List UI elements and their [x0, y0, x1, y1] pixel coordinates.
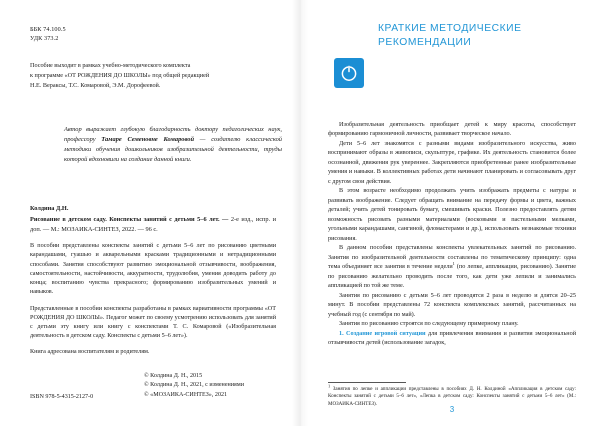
- body-paragraph-1: Изобразительная деятельность приобщает детей к миру красоты, способствует формированию гармоничной личности, развивает творческое начало.: [328, 121, 576, 138]
- imprint-note: [30, 61, 276, 91]
- footnote-marker: 1: [452, 261, 455, 267]
- annotation-paragraph-1: В пособии представлены конспекты занятий с детьми 5–6 лет по рисованию цветными карандашами, гуашью и акварельными красками традиционными и нетрадиционными способами. Занятия способствуют развитию эмоциональной отзывчивости, воображения, самостоятельности, настойчивости, аккуратности, трудолюбия, умения доводить работу до конца; воспитанию чувства прекрасного; формированию изобразительных умений и навыков.: [30, 243, 276, 296]
- right-page: [300, 0, 600, 426]
- acknowledgement-person: Тамаре Семеновне Комаровой: [101, 136, 194, 144]
- footnote-number: 1: [328, 382, 331, 388]
- copyright-line-3: © «МОЗАИКА-СИНТЕЗ», 2021: [144, 391, 228, 398]
- body-list-item-1: [328, 329, 576, 348]
- book-title: Рисование в детском саду. Конспекты занятий с детьми 5–6 лет. —: [30, 215, 231, 223]
- edition-details: 2-е изд., испр. и доп. — М.: МОЗАИКА-СИНТЕЗ, 2022. — 96 с.: [30, 215, 276, 233]
- acknowledgement-text-pre: Автор выражает глубокую благодарность доктору педагогических наук, профессору: [64, 126, 282, 144]
- imprint-line-1: Пособие выходит в рамках учебно-методического комплекта: [30, 61, 191, 69]
- body-paragraph-3: В этом возрасте необходимо продолжать учить изображать предметы с натуры и развивать воображение. Следует обращать внимание на передачу формы и цвета, важных деталей; учить детей тонировать бумагу, смешивать краски. Полезно предоставлять детям возможность рисовать разными материалами (восковыми и пастельными мелками, угольными карандашами, сангиной, фломастерами и др.), использовать незнакомые техники рисования.: [328, 187, 576, 242]
- colophon: [30, 372, 276, 400]
- list-item-1-heading: 1. Создание игровой ситуации: [339, 329, 426, 337]
- chapter-title: КРАТКИЕ МЕТОДИЧЕСКИЕ РЕКОМЕНДАЦИИ: [378, 23, 522, 49]
- isbn-number: ISBN 978-5-4315-2127-0: [30, 394, 94, 400]
- imprint-line-2: к программе «ОТ РОЖДЕНИЯ ДО ШКОЛЫ» под общей редакцией: [30, 72, 210, 80]
- library-codes: [30, 26, 276, 44]
- imprint-line-3: Н.Е. Вераксы, Т.С. Комаровой, Э.М. Дорофеевой.: [30, 82, 161, 90]
- acknowledgement-block: [64, 125, 282, 165]
- body-paragraph-4-part-b: (по лепке, аппликации, рисованию). Занятие по рисованию желательно проводить после того, как дети уже лепили и занимались аппликацией по той же теме.: [328, 263, 577, 290]
- annotation-paragraph-2: Представленные в пособии конспекты разработаны в рамках вариативности программы «ОТ РОЖДЕНИЯ ДО ШКОЛЫ». Педагог может по своему усмотрению использовать для занятий с детьми эту книгу или книгу с конспектами Т. С. Комаровой («Изобразительная деятельность в детском саду. Конспекты с детьми 5–6 лет»).: [30, 305, 276, 340]
- body-paragraph-4-part-a: В данном пособии представлены конспекты увлекательных занятий по рисованию. Занятия по изобразительной деятельности составлены по тематическому принципу: одна тема объединяет все занятия в течение недели: [328, 244, 576, 271]
- page-number: 3: [449, 405, 455, 414]
- copyright-block: [144, 372, 276, 400]
- body-paragraph-2: Дети 5–6 лет знакомятся с разными видами изобразительного искусства, живо воспринимают образы в живописи, скульптуре, графике. Их деятельность становится более осознанной, движения рук увереннее. Закрепляются приобретенные ранее изобразительные умения и навыки. В коллективных работах дети начинают планировать и согласовывать друг с другом свои действия.: [328, 139, 576, 185]
- bibliographic-title: [30, 215, 276, 234]
- annotation-paragraph-3: Книга адресована воспитателям и родителям.: [30, 349, 150, 356]
- copyright-line-2: © Колдина Д. Н., 2021, с изменениями: [144, 382, 244, 389]
- footnote-divider: [328, 382, 406, 383]
- copyright-line-1: © Колдина Д. Н., 2015: [144, 372, 203, 379]
- list-item-1-text: для привлечения внимания и развития эмоциональной отзывчивости детей (использование загадок,: [328, 329, 577, 347]
- acknowledgement-text-post: — создателю классической методики обучения дошкольников изобразительной деятельности, труды которой вдохновили на создание данной книги.: [64, 136, 282, 164]
- author-name: Колдина Д.Н.: [30, 204, 69, 212]
- chapter-body: [328, 120, 576, 348]
- body-paragraph-5: Занятия по рисованию с детьми 5–6 лет проводятся 2 раза в неделю и длятся 20–25 минут. В пособии представлены 72 конспекта комплексных занятий, рассчитанных на учебный год (с сентября по май).: [328, 291, 576, 318]
- footnote-body: Занятия по лепке и аппликации представлены в пособиях Д. Н. Колдиной «Аппликация в детском саду: Конспекты занятий с детьми 5–6 лет», «Лепка в детском саду: Конспекты занятий с детьми 5–6 лет» (М.: МОЗАИКА-СИНТЕЗ).: [328, 385, 576, 407]
- body-paragraph-6: Занятия по рисованию строятся по следующему примерному плану.: [339, 320, 519, 328]
- body-paragraph-4: [328, 243, 576, 290]
- bbk-code: ББК 74.100.5: [30, 26, 66, 33]
- udk-code: УДК 373.2: [30, 34, 59, 42]
- power-icon: [334, 58, 364, 88]
